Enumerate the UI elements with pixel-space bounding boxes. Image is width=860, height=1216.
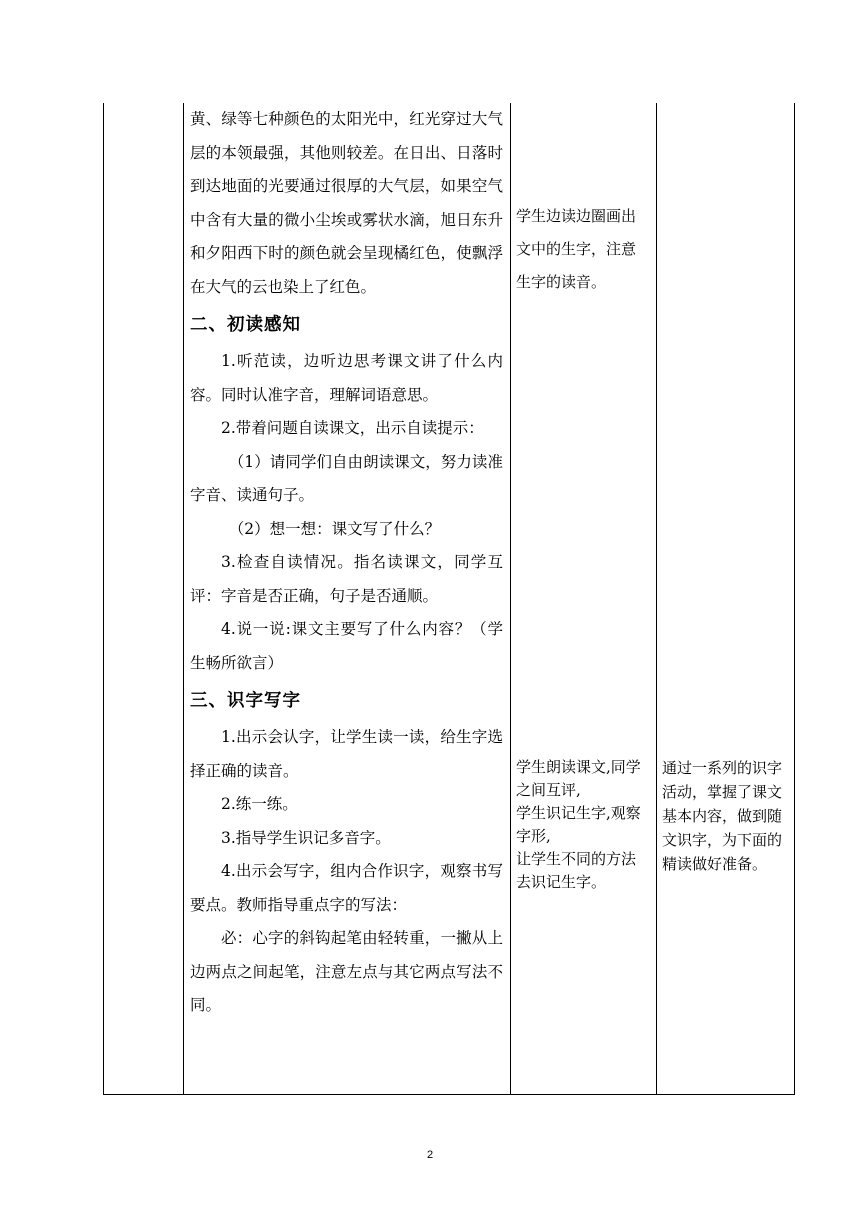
section-3-item: 1.出示会认字，让学生读一读，给生字选择正确的读音。 xyxy=(190,728,503,780)
section-3-heading: 三、识字写字 xyxy=(190,691,301,711)
section-3-item: 3.指导学生识记多音字。 xyxy=(221,828,391,847)
column-divider xyxy=(510,103,511,1094)
section-2-heading: 二、初读感知 xyxy=(190,315,301,335)
section-3-item: 必：心字的斜钩起笔由轻转重，一撇从上边两点之间起笔，注意左点与其它两点写法不同。 xyxy=(190,929,503,1014)
column-divider xyxy=(656,103,657,1094)
section-2-item: （2）想一想：课文写了什么？ xyxy=(228,519,441,538)
student-activity-text: 学生边读边圈画出文中的生字，注意生字的读音。 xyxy=(516,207,637,291)
teaching-process-column xyxy=(190,103,503,1023)
student-activity-2 xyxy=(516,756,650,894)
section-2-item: 1.听范读，边听边思考课文讲了什么内容。同时认准字音，理解词语意思。 xyxy=(190,352,503,404)
section-2-item: 4.说一说:课文主要写了什么内容？（学生畅所欲言） xyxy=(190,620,503,672)
design-intent-text: 通过一系列的识字活动，掌握了课文基本内容，做到随文识字，为下面的精读做好准备。 xyxy=(662,759,783,873)
page-number: 2 xyxy=(426,1149,434,1161)
section-2-item: 2.带着问题自读课文，出示自读提示： xyxy=(221,419,484,437)
intro-paragraph: 黄、绿等七种颜色的太阳光中，红光穿过大气层的本领最强，其他则较差。在日出、日落时到达地面的光要通过很厚的大气层，如果空气中含有大量的微小尘埃或雾状水滴，旭日东升和夕阳西下时的颜色就会呈现橘红色，使飘浮在大气的云也染上了红色。 xyxy=(190,110,503,296)
student-activity-1 xyxy=(516,200,650,299)
column-divider xyxy=(183,103,184,1094)
student-activity-line: 学生朗读课文,同学之间互评, xyxy=(516,758,641,799)
student-activity-line: 学生识记生字,观察字形, xyxy=(516,804,641,845)
section-2-item: （1）请同学们自由朗读课文，努力读准字音、读通句子。 xyxy=(190,452,503,504)
design-intent-cell xyxy=(662,756,790,876)
section-3-item: 2.练一练。 xyxy=(221,795,298,813)
section-3-item: 4.出示会写字，组内合作识字，观察书写要点。教师指导重点字的写法： xyxy=(190,862,503,914)
section-2-item: 3.检查自读情况。指名读课文，同学互评：字音是否正确，句子是否通顺。 xyxy=(190,553,503,605)
student-activity-line: 让学生不同的方法去识记生字。 xyxy=(516,850,637,891)
